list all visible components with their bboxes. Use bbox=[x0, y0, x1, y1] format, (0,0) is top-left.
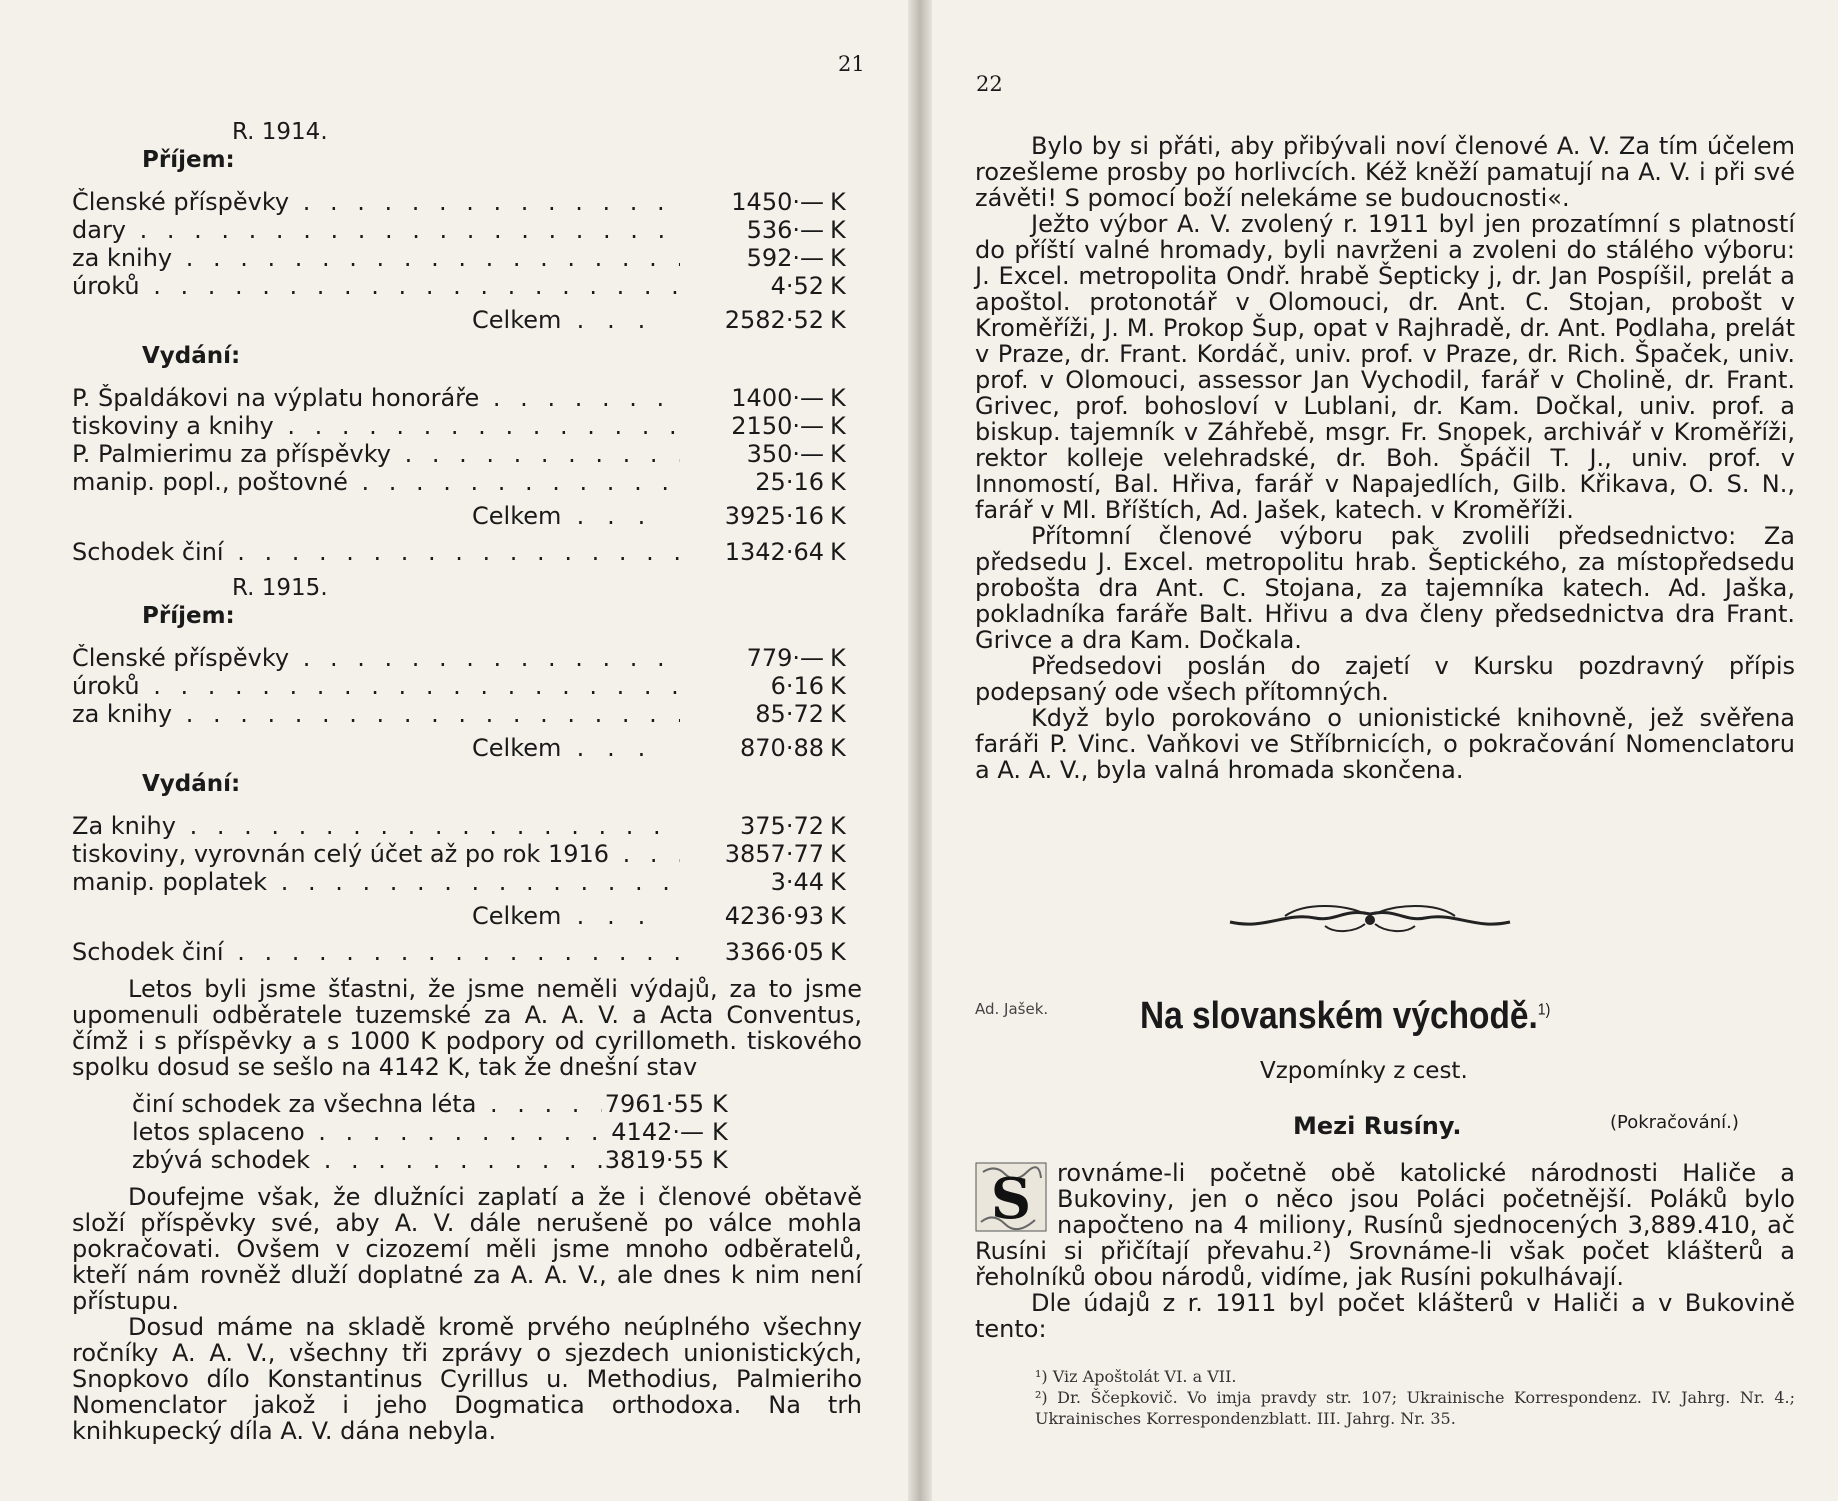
row-amount: 779·— bbox=[746, 644, 824, 672]
currency: K bbox=[830, 412, 846, 440]
paragraph-presidium: Přítomní členové výboru pak zvolili předsednictvo: Za předsedu J. Excel. metropolitu hrab. Šeptického, za místopředsedu probošta dra Ant. C. Stojana, za tajemníka katech. Ad. Jaška, pokladníka faráře Balt. Hřivu a dva členy předsednictva dra Frant. Grivce a dra Kam. Dočkala. bbox=[975, 522, 1795, 654]
deficit-amount: 3366·05 bbox=[724, 938, 824, 966]
right-page bbox=[920, 0, 1838, 1501]
total-amount: 3925·16 bbox=[724, 502, 824, 530]
currency: K bbox=[712, 1090, 728, 1118]
paragraph-hope: Doufejme však, že dlužníci zaplatí a že i členové obětavě složí příspěvky své, aby A. V. dále nerušeně po válce mohla pokračovati. Ovšem v cizozemí měli jsme mnoho odběratelů, kteří nám rovněž dluží doplatné za A. A. V., ale dnes k nim není přístupu. bbox=[72, 1183, 862, 1315]
ledger-row bbox=[72, 440, 862, 468]
row-amount: 7961·55 bbox=[604, 1090, 704, 1118]
footnote-2: ²) Dr. Ščepkovič. Vo imja pravdy str. 107; Ukrainische Korrespondenz. IV. Jahrg. Nr. 4.; Ukrainisches Korrespondenzblatt. III. Jahrg. Nr. 35. bbox=[1035, 1388, 1795, 1428]
row-amount: 6·16 bbox=[770, 672, 824, 700]
row-amount: 25·16 bbox=[755, 468, 824, 496]
ledger-row bbox=[72, 412, 862, 440]
expense-total-row-1915 bbox=[72, 902, 862, 930]
article-title bbox=[1140, 995, 1550, 1038]
footnote-1: ¹) Viz Apoštolát VI. a VII. bbox=[1035, 1367, 1237, 1386]
currency: K bbox=[830, 672, 846, 700]
row-label: letos splaceno . . . bbox=[132, 1118, 602, 1146]
total-label: Celkem . . bbox=[72, 902, 680, 930]
ledger-row bbox=[132, 1146, 752, 1174]
deficit-label: Schodek činí . . . bbox=[72, 938, 680, 966]
row-label: tiskoviny, vyrovnán celý účet až po rok 1916 . . . bbox=[72, 840, 680, 868]
total-amount: 4236·93 bbox=[724, 902, 824, 930]
currency: K bbox=[830, 644, 846, 672]
ledger-row bbox=[72, 384, 862, 412]
page-number: 21 bbox=[838, 52, 865, 76]
row-label: Členské příspěvky . . . bbox=[72, 644, 680, 672]
footnotes bbox=[975, 1366, 1795, 1429]
currency: K bbox=[830, 188, 846, 216]
currency: K bbox=[830, 216, 846, 244]
article-title-text: Na slovanském východě. bbox=[1140, 995, 1538, 1037]
ledger-row bbox=[72, 272, 862, 300]
currency: K bbox=[830, 734, 846, 762]
row-amount: 4142·— bbox=[611, 1118, 704, 1146]
row-label: manip. popl., poštovné . . . bbox=[72, 468, 680, 496]
row-amount: 1400·— bbox=[731, 384, 824, 412]
currency: K bbox=[830, 468, 846, 496]
currency: K bbox=[830, 306, 846, 334]
paragraph-nationalities bbox=[975, 1160, 1795, 1290]
row-amount: 592·— bbox=[746, 244, 824, 272]
row-label: za knihy . . . bbox=[72, 700, 680, 728]
row-label: tiskoviny a knihy . . . bbox=[72, 412, 680, 440]
ledger-row bbox=[72, 244, 862, 272]
row-amount: 1450·— bbox=[731, 188, 824, 216]
expense-list-1915 bbox=[72, 812, 862, 896]
row-amount: 350·— bbox=[746, 440, 824, 468]
ornament-divider-icon bbox=[1225, 900, 1515, 944]
ledger-row bbox=[72, 672, 862, 700]
article-body bbox=[975, 1160, 1795, 1342]
paragraph-closing: Když bylo porokováno o unionistické knihovně, jež svěřena faráři P. Vinc. Vaňkovi ve Stříbrnicích, o pokračování Nomenclatoru a A. A. V., byla valná hromada skončena. bbox=[975, 704, 1795, 784]
currency: K bbox=[830, 902, 846, 930]
row-amount: 3857·77 bbox=[724, 840, 824, 868]
article-subtitle: Vzpomínky z cest. bbox=[1260, 1058, 1468, 1084]
row-label: za knihy . . . bbox=[72, 244, 680, 272]
income-list-1914 bbox=[72, 188, 862, 300]
row-amount: 3819·55 bbox=[604, 1146, 704, 1174]
book-gutter bbox=[908, 0, 932, 1501]
paragraph-new-members: Bylo by si přáti, aby přibývali noví členové A. V. Za tím účelem rozešleme prosby po horlivcích. Kéž kněží pamatují na A. V. i při své závěti! S pomocí boží nelekáme se budoucnosti«. bbox=[975, 132, 1795, 212]
currency: K bbox=[830, 938, 846, 966]
row-label: zbývá schodek . . . bbox=[132, 1146, 602, 1174]
ledger-row bbox=[72, 868, 862, 896]
ledger-row bbox=[72, 812, 862, 840]
currency: K bbox=[830, 538, 846, 566]
row-amount: 2150·— bbox=[731, 412, 824, 440]
currency: K bbox=[830, 502, 846, 530]
article-author: Ad. Jašek. bbox=[975, 1000, 1049, 1018]
year-heading-1914: R. 1914. bbox=[232, 119, 328, 145]
currency: K bbox=[830, 440, 846, 468]
expense-heading-1915: Vydání: bbox=[142, 771, 241, 797]
row-label: manip. poplatek . . . bbox=[72, 868, 680, 896]
currency: K bbox=[830, 244, 846, 272]
row-amount: 3·44 bbox=[770, 868, 824, 896]
ledger-row bbox=[72, 644, 862, 672]
continued-note: (Pokračování.) bbox=[1610, 1112, 1739, 1133]
expense-list-1914 bbox=[72, 384, 862, 496]
ledger-row bbox=[72, 216, 862, 244]
row-label: úroků . . . bbox=[72, 672, 680, 700]
row-label: P. Špaldákovi na výplatu honoráře . . . bbox=[72, 384, 680, 412]
currency: K bbox=[830, 812, 846, 840]
currency: K bbox=[712, 1146, 728, 1174]
row-label: Členské příspěvky . . . bbox=[72, 188, 680, 216]
currency: K bbox=[830, 700, 846, 728]
ledger-row bbox=[72, 188, 862, 216]
dropcap-ornament-icon bbox=[975, 1162, 1047, 1232]
paragraph-nationalities-text: rovnáme-li početně obě katolické národnosti Haliče a Bukoviny, jen o něco jsou Poláci početnější. Poláků bylo napočteno na 4 miliony, Rusínů sjednocených 3,889.410, ač Rusíni si přičítají převahu.²) Srovnáme-li však počet klášterů a řeholníků obou národů, vidíme, jak Rusíni pokulhávají. bbox=[975, 1159, 1795, 1291]
ledger-row bbox=[132, 1118, 752, 1146]
summary-table bbox=[132, 1090, 752, 1174]
article-title-note: 1) bbox=[1537, 1001, 1551, 1019]
income-total-row-1914 bbox=[72, 306, 862, 334]
expense-heading-1914: Vydání: bbox=[142, 343, 241, 369]
row-amount: 85·72 bbox=[755, 700, 824, 728]
page-number: 22 bbox=[976, 72, 1003, 96]
total-label: Celkem . . bbox=[72, 734, 680, 762]
paragraph-this-year: Letos byli jsme šťastni, že jsme neměli výdajů, za to jsme upomenuli odběratele tuzemské za A. A. V. a Acta Conventus, čímž i s příspěvky a s 1000 K podpory od cyrillometh. tiskového spolku dosud se sešlo na 4142 K, tak že dnešní stav bbox=[72, 975, 862, 1081]
row-label: P. Palmierimu za příspěvky . . . bbox=[72, 440, 680, 468]
total-label: Celkem . . bbox=[72, 502, 680, 530]
currency: K bbox=[830, 868, 846, 896]
currency: K bbox=[830, 840, 846, 868]
total-label: Celkem . . bbox=[72, 306, 680, 334]
ledger-row bbox=[132, 1090, 752, 1118]
paragraph-monasteries: Dle údajů z r. 1911 byl počet klášterů v Haliči a v Bukovině tento: bbox=[975, 1289, 1795, 1343]
row-label: činí schodek za všechna léta . . . bbox=[132, 1090, 602, 1118]
paragraph-stock: Dosud máme na skladě kromě prvého neúplného všechny ročníky A. A. V., všechny tři zprávy o sjezdech unionistických, Snopkovo dílo Konstantinus Cyrillus u. Methodius, Palmieriho Nomenclator jakož i jeho Dogmatica orthodoxa. Na trh knihkupecký díla A. V. dána nebyla. bbox=[72, 1313, 862, 1445]
income-list-1915 bbox=[72, 644, 862, 728]
expense-total-row-1914 bbox=[72, 502, 862, 530]
income-total-row-1915 bbox=[72, 734, 862, 762]
year-heading-1915: R. 1915. bbox=[232, 575, 328, 601]
income-heading-1915: Příjem: bbox=[142, 603, 235, 629]
dropcap-letter: S bbox=[990, 1166, 1032, 1232]
accounts-column bbox=[72, 110, 862, 1444]
deficit-amount: 1342·64 bbox=[724, 538, 824, 566]
report-column bbox=[975, 133, 1795, 783]
paragraph-greeting: Předsedovi poslán do zajetí v Kursku pozdravný přípis podepsaný ode všech přítomných. bbox=[975, 652, 1795, 706]
currency: K bbox=[830, 272, 846, 300]
ledger-row bbox=[72, 700, 862, 728]
currency: K bbox=[712, 1118, 728, 1146]
total-amount: 2582·52 bbox=[724, 306, 824, 334]
ledger-row bbox=[72, 840, 862, 868]
row-label: dary . . . bbox=[72, 216, 680, 244]
currency: K bbox=[830, 384, 846, 412]
deficit-row-1914 bbox=[72, 538, 862, 566]
row-amount: 536·— bbox=[746, 216, 824, 244]
income-heading-1914: Příjem: bbox=[142, 147, 235, 173]
section-title: Mezi Rusíny. bbox=[1293, 1112, 1462, 1140]
row-label: úroků . . . bbox=[72, 272, 680, 300]
row-label: Za knihy . . . bbox=[72, 812, 680, 840]
paragraph-committee: Ježto výbor A. V. zvolený r. 1911 byl jen prozatímní s platností do příští valné hromady, byli navrženi a zvoleni do stálého výboru: J. Excel. metropolita Ondř. hrabě Šepticky j, dr. Jan Pospíšil, prelát a apoštol. protonotář v Olomouci, dr. Ant. C. Stojan, probošt v Kroměříži, J. M. Prokop Šup, opat v Rajhradě, dr. Ant. Podlaha, prelát v Praze, dr. Frant. Kordáč, univ. prof. v Praze, dr. Rich. Špaček, univ. prof. v Olomouci, assessor Jan Vychodil, farář v Cholině, dr. Frant. Grivec, prof. bohosloví v Lublani, dr. Kam. Dočkal, univ. prof. a biskup. tajemník v Záhřebě, msgr. Fr. Snopek, archivář v Kroměříži, rektor kolleje velehradské, dr. Boh. Špáčil T. J., univ. prof. v Innomostí, Bal. Hřiva, farář v Napajedlích, Gilb. Křikava, O. S. N., farář v Ml. Bříštích, Ad. Jašek, katech. v Kroměříži. bbox=[975, 210, 1795, 524]
ledger-row bbox=[72, 468, 862, 496]
deficit-label: Schodek činí . . . bbox=[72, 538, 680, 566]
total-amount: 870·88 bbox=[740, 734, 824, 762]
row-amount: 375·72 bbox=[740, 812, 824, 840]
row-amount: 4·52 bbox=[770, 272, 824, 300]
deficit-row-1915 bbox=[72, 938, 862, 966]
